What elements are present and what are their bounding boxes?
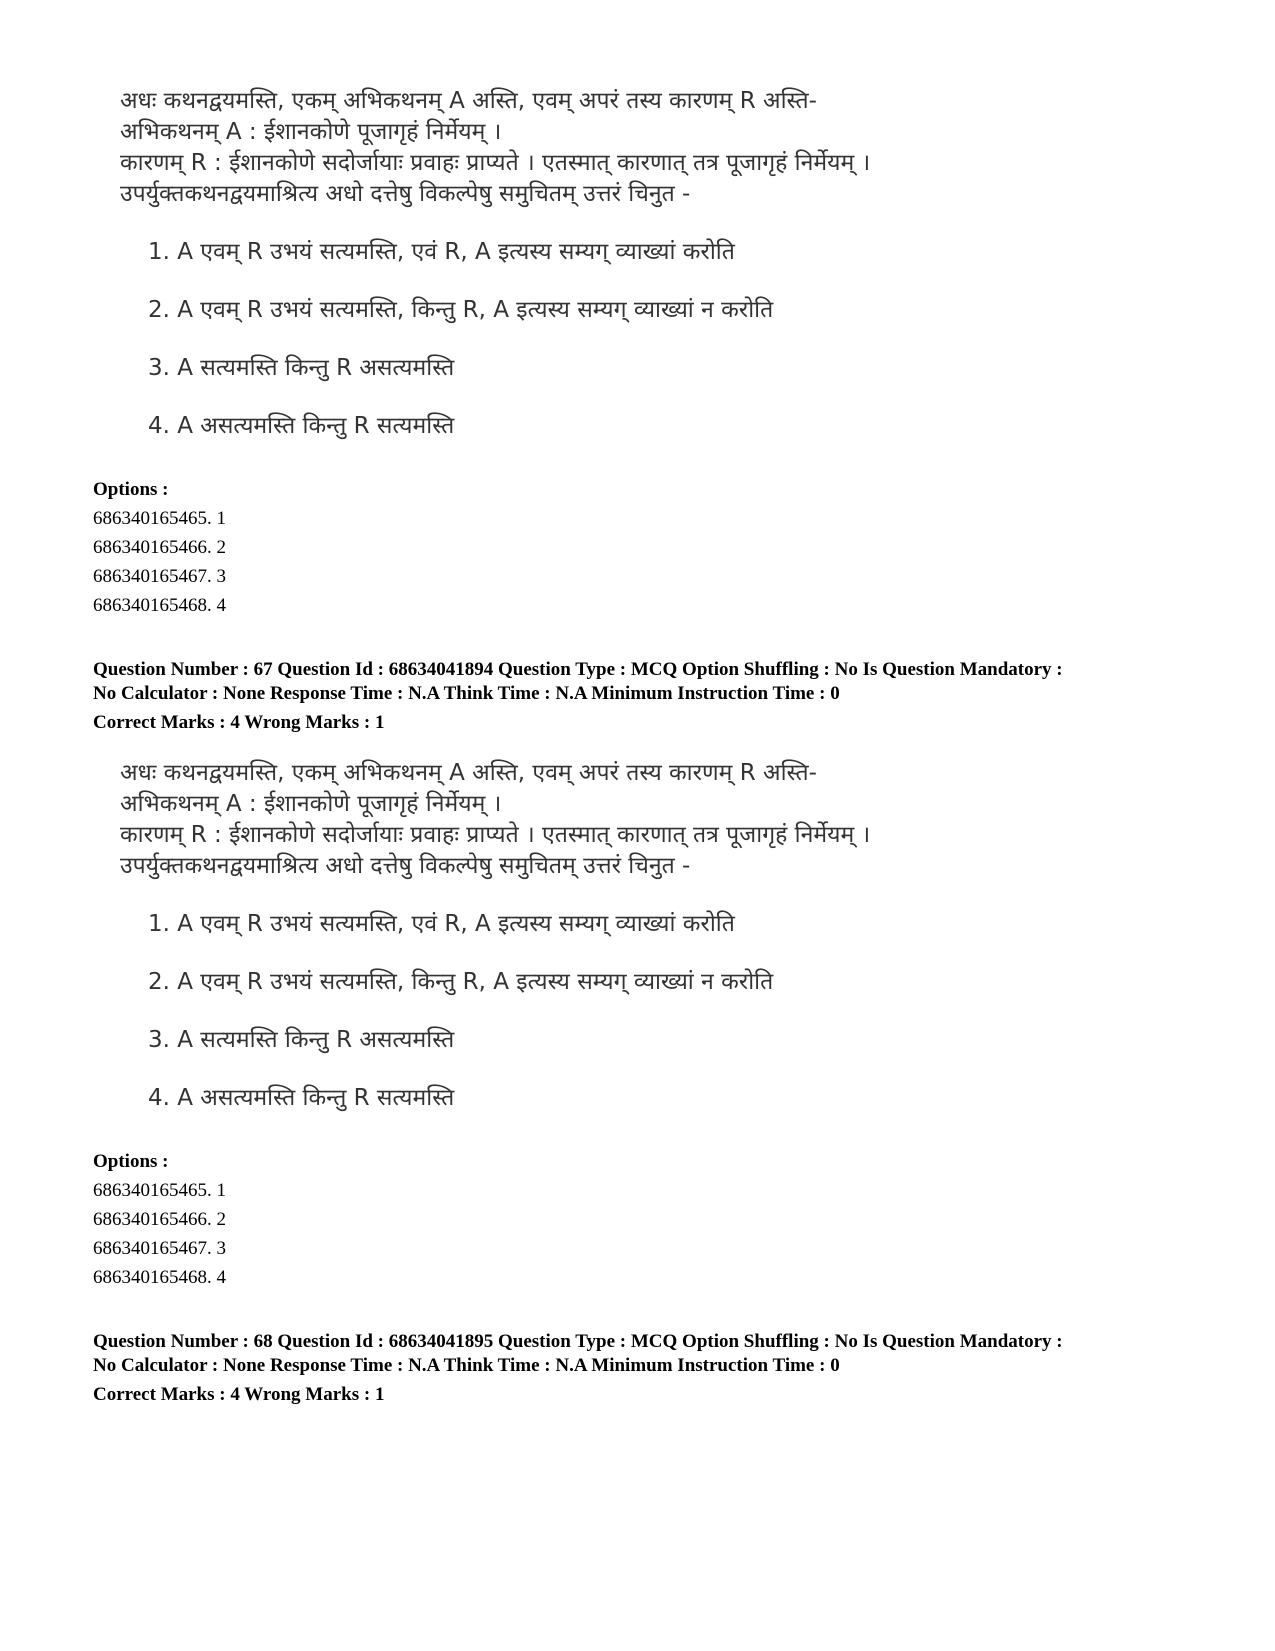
question-statement-1 [120,86,1120,210]
option-id: 686340165466. 2 [93,537,226,558]
option-id: 686340165468. 4 [93,595,226,616]
question-67-header [93,658,1203,735]
question-meta-line: Question Number : 67 Question Id : 68634041894 Question Type : MCQ Option Shuffling : No Is Question Mandatory : [93,659,1063,680]
question-68-header [93,1330,1203,1407]
options-block-1 [93,476,226,620]
question-marks: Correct Marks : 4 Wrong Marks : 1 [93,1384,385,1405]
option-id: 686340165465. 1 [93,508,226,529]
option-id: 686340165467. 3 [93,1238,226,1259]
choice-item: 3. A सत्यमस्ति किन्तु R असत्यमस्ति [148,355,455,381]
choice-item: 1. A एवम् R उभयं सत्यमस्ति, एवं R, A इत्यस्य सम्यग् व्याख्यां करोति [148,239,735,265]
option-id: 686340165466. 2 [93,1209,226,1230]
question-meta-line: No Calculator : None Response Time : N.A Think Time : N.A Minimum Instruction Time : 0 [93,1355,840,1376]
option-id: 686340165467. 3 [93,566,226,587]
choice-item: 3. A सत्यमस्ति किन्तु R असत्यमस्ति [148,1027,455,1053]
choice-item: 2. A एवम् R उभयं सत्यमस्ति, किन्तु R, A इत्यस्य सम्यग् व्याख्यां न करोति [148,297,774,323]
choice-list-1 [148,237,773,469]
choice-item: 2. A एवम् R उभयं सत्यमस्ति, किन्तु R, A इत्यस्य सम्यग् व्याख्यां न करोति [148,969,774,995]
choice-item: 4. A असत्यमस्ति किन्तु R सत्यमस्ति [148,1085,455,1111]
statement-line: उपर्युक्तकथनद्वयमाश्रित्य अधो दत्तेषु विकल्पेषु समुचितम् उत्तरं चिनुत - [120,181,691,207]
option-id: 686340165468. 4 [93,1267,226,1288]
statement-line: अधः कथनद्वयमस्ति, एकम् अभिकथनम् A अस्ति, एवम् अपरं तस्य कारणम् R अस्ति- [120,88,817,114]
question-meta-line: Question Number : 68 Question Id : 68634041895 Question Type : MCQ Option Shuffling : No Is Question Mandatory : [93,1331,1063,1352]
statement-line: उपर्युक्तकथनद्वयमाश्रित्य अधो दत्तेषु विकल्पेषु समुचितम् उत्तरं चिनुत - [120,853,691,879]
question-statement-2 [120,758,1120,882]
option-id: 686340165465. 1 [93,1180,226,1201]
statement-line: कारणम् R : ईशानकोणे सदोर्जायाः प्रवाहः प्राप्यते । एतस्मात् कारणात् तत्र पूजागृहं निर्मेयम् । [120,822,871,848]
choice-list-2 [148,909,773,1141]
question-marks: Correct Marks : 4 Wrong Marks : 1 [93,712,385,733]
choice-item: 4. A असत्यमस्ति किन्तु R सत्यमस्ति [148,413,455,439]
question-meta-line: No Calculator : None Response Time : N.A Think Time : N.A Minimum Instruction Time : 0 [93,683,840,704]
options-label: Options : [93,479,169,500]
statement-line: कारणम् R : ईशानकोणे सदोर्जायाः प्रवाहः प्राप्यते । एतस्मात् कारणात् तत्र पूजागृहं निर्मेयम् । [120,150,871,176]
options-block-2 [93,1148,226,1292]
statement-line: अभिकथनम् A : ईशानकोणे पूजागृहं निर्मेयम् । [120,119,502,145]
choice-item: 1. A एवम् R उभयं सत्यमस्ति, एवं R, A इत्यस्य सम्यग् व्याख्यां करोति [148,911,735,937]
statement-line: अभिकथनम् A : ईशानकोणे पूजागृहं निर्मेयम् । [120,791,502,817]
options-label: Options : [93,1151,169,1172]
statement-line: अधः कथनद्वयमस्ति, एकम् अभिकथनम् A अस्ति, एवम् अपरं तस्य कारणम् R अस्ति- [120,760,817,786]
